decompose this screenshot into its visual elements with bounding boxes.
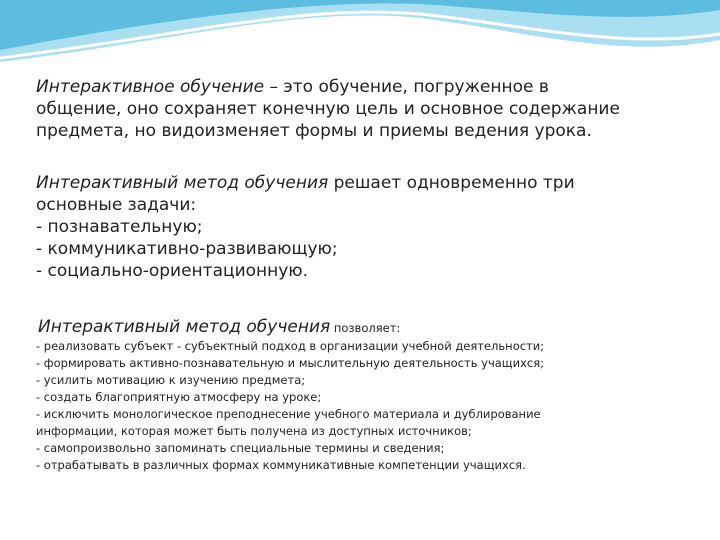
list-item: - исключить монологическое преподнесение учебного материала и дублирование информации, которая может быть получена из доступных источников; [36, 407, 541, 438]
allows-intro: позволяет: [330, 321, 401, 335]
term-interactive-method: Интерактивный метод обучения [36, 173, 329, 193]
paragraph-definition [36, 76, 636, 142]
allows-list [36, 338, 616, 474]
task-item: - познавательную; [36, 217, 203, 237]
list-item: - формировать активно-познавательную и мыслительную деятельность учащихся; [36, 356, 545, 370]
list-item: - создать благоприятную атмосферу на уроке; [36, 390, 322, 404]
definition-text: – это обучение, погруженное в общение, оно сохраняет конечную цель и основное содержание предмета, но видоизменяет формы и приемы ведения урока. [36, 77, 620, 141]
paragraph-allows [38, 316, 638, 339]
list-item: - самопроизвольно запоминать специальные термины и сведения; [36, 441, 445, 455]
list-item: - реализовать субъект - субъектный подход в организации учебной деятельности; [36, 339, 545, 353]
task-item: - коммуникативно-развивающую; [36, 239, 338, 259]
term-interactive-learning: Интерактивное обучение [36, 77, 265, 97]
task-item: - социально-ориентационную. [36, 261, 309, 281]
tasks-intro: решает одновременно три основные задачи: [36, 173, 575, 215]
paragraph-tasks [36, 172, 636, 282]
list-item: - отрабатывать в различных формах коммуникативные компетенции учащихся. [36, 458, 526, 472]
list-item: - усилить мотивацию к изучению предмета; [36, 373, 306, 387]
decorative-wave [0, 0, 720, 80]
term-interactive-method-2: Интерактивный метод обучения [38, 317, 331, 337]
